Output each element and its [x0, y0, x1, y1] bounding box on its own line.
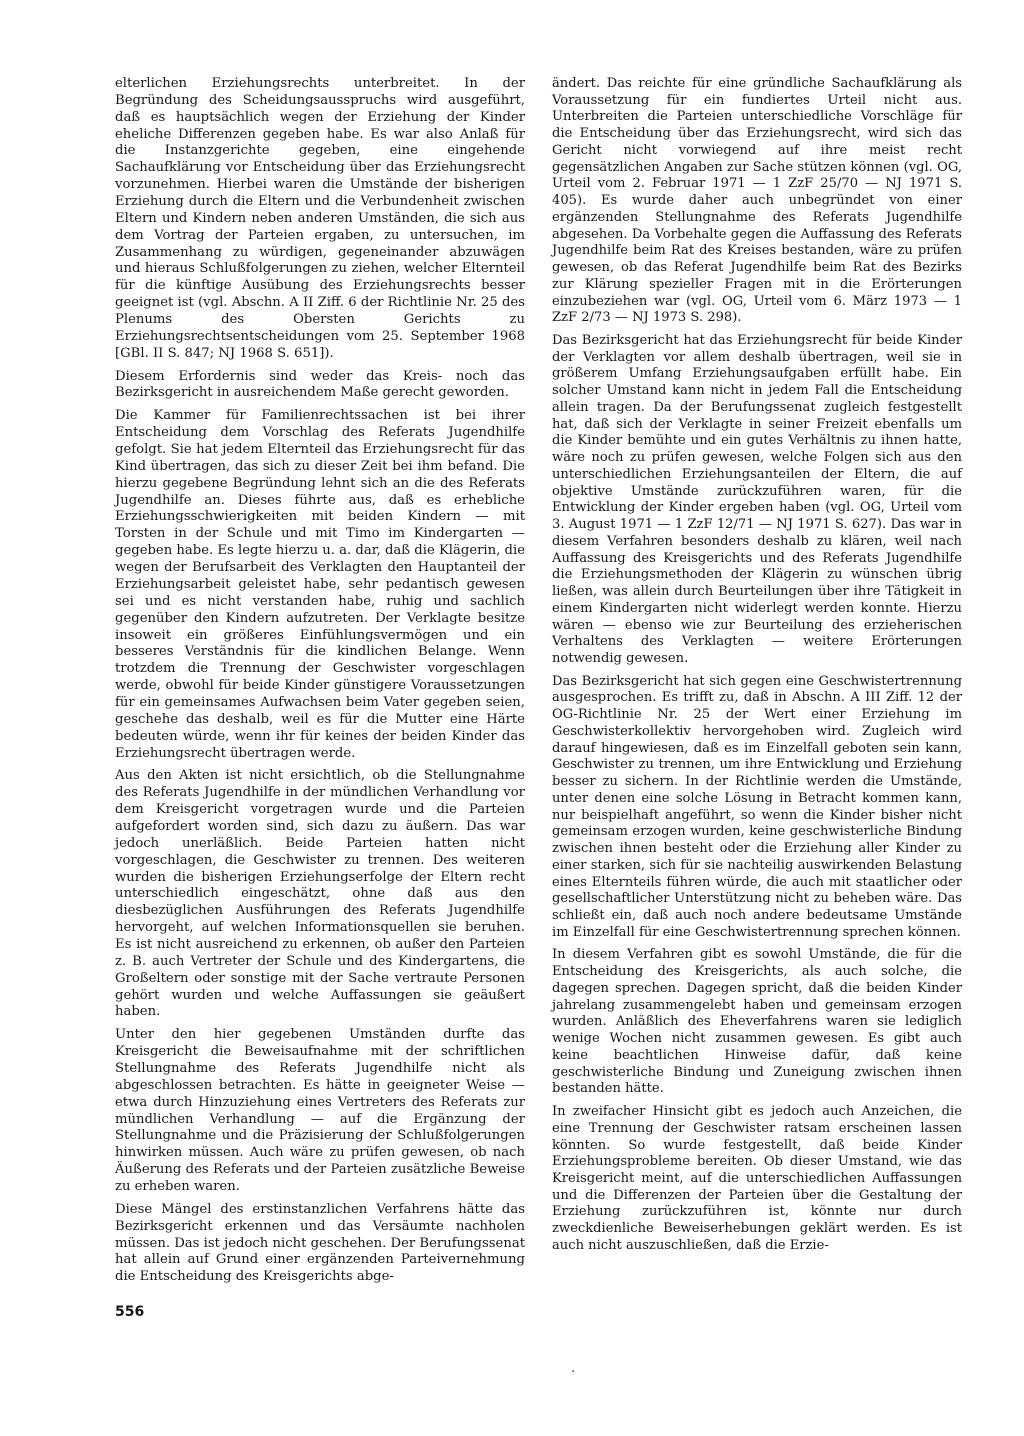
- paragraph: Unter den hier gegebenen Umständen durfte das Kreisgericht die Beweisaufnahme mit der schriftlichen Stellungnahme des Referats Jugendhilfe nicht als abgeschlossen betrachten. Es hätte in geeigneter Weise — etwa durch Hinzuziehung eines Vertreters des Referats zur mündlichen Verhandlung — auf die Ergänzung der Stellungnahme und die Präzisierung der Schlußfolgerungen hinwirken müssen. Auch wäre zu prüfen gewesen, ob nach Äußerung des Referats und der Parteien zusätzliche Beweise zu erheben waren.: [115, 1027, 525, 1194]
- paragraph: Diese Mängel des erstinstanzlichen Verfahrens hätte das Bezirksgericht erkennen und das Versäumte nachholen müssen. Das ist jedoch nicht geschehen. Der Berufungssenat hat allein auf Grund einer ergänzenden Parteivernehmung die Entscheidung des Kreisgerichts abge-: [115, 1201, 525, 1285]
- paragraph: In zweifacher Hinsicht gibt es jedoch auch Anzeichen, die eine Trennung der Geschwister ratsam erscheinen lassen könnten. So wurde festgestellt, daß beide Kinder Erziehungsprobleme bereiten. Ob dieser Umstand, wie das Kreisgericht meint, auf die unterschiedlichen Auffassungen und die Differenzen der Parteien über die Gestaltung der Erziehung zurückzuführen ist, könnte nur durch zweckdienliche Beweiserhebungen geklärt werden. Es ist auch nicht auszuschließen, daß die Erzie-: [552, 1104, 962, 1253]
- left-column: [115, 76, 525, 1292]
- paragraph: Die Kammer für Familienrechtssachen ist bei ihrer Entscheidung dem Vorschlag des Referats Jugendhilfe gefolgt. Sie hat jedem Elternteil das Erziehungsrecht für das Kind übertragen, das sich zu dieser Zeit bei ihm befand. Die hierzu gegebene Begründung lehnt sich an die des Referats Jugendhilfe an. Dieses führte aus, daß es erhebliche Erziehungsschwierigkeiten mit beiden Kindern — mit Torsten in der Schule und mit Timo im Kindergarten — gegeben habe. Es legte hierzu u. a. dar, daß die Klägerin, die wegen der Berufsarbeit des Verklagten den Hauptanteil der Erziehungsarbeit geleistet habe, sehr pedantisch gewesen sei und es nicht verstanden habe, ruhig und sachlich gegenüber den Kindern aufzutreten. Der Verklagte besitze insoweit ein größeres Einfühlungsvermögen und ein besseres Verständnis für die kindlichen Belange. Wenn trotzdem die Trennung der Geschwister vorgeschlagen werde, obwohl für beide Kinder günstigere Voraussetzungen für ein gemeinsames Aufwachsen beim Vater gegeben seien, geschehe das deshalb, weil es für die Mutter eine Härte bedeuten würde, wenn ihr für keines der beiden Kinder das Erziehungsrecht übertragen werde.: [115, 408, 525, 761]
- paragraph: Das Bezirksgericht hat das Erziehungsrecht für beide Kinder der Verklagten vor allem deshalb übertragen, weil sie in größerem Umfang Erziehungsaufgaben erfüllt habe. Ein solcher Umstand kann nicht in jedem Fall die Entscheidung allein tragen. Da der Berufungssenat zugleich festgestellt hat, daß sich der Verklagte in seiner Freizeit ebenfalls um die Kinder bemühte und ein gutes Verhältnis zu ihnen hatte, wäre noch zu prüfen gewesen, welche Folgen sich aus den unterschiedlichen Erziehungsanteilen der Eltern, die auf objektive Umstände zurückzuführen waren, für die Entwicklung der Kinder ergeben haben (vgl. OG, Urteil vom 3. August 1971 — 1 ZzF 12/71 — NJ 1971 S. 627). Das war in diesem Verfahren besonders deshalb zu klären, weil nach Auffassung des Kreisgerichts und des Referats Jugendhilfe die Erziehungsmethoden der Klägerin zu wünschen übrig ließen, was allein durch Beurteilungen über ihre Tätigkeit in einem Kindergarten nicht widerlegt werden konnte. Hierzu wären — ebenso wie zur Beurteilung des erzieherischen Verhaltens des Verklagten — weitere Erörterungen notwendig gewesen.: [552, 333, 962, 666]
- paragraph: Das Bezirksgericht hat sich gegen eine Geschwistertrennung ausgesprochen. Es trifft zu, daß in Abschn. A III Ziff. 12 der OG-Richtlinie Nr. 25 der Wert einer Erziehung im Geschwisterkollektiv hervorgehoben wird. Zugleich wird darauf hingewiesen, daß es im Einzelfall geboten sein kann, Geschwister zu trennen, um ihre Entwicklung und Erziehung besser zu sichern. In der Richtlinie werden die Umstände, unter denen eine solche Lösung in Betracht kommen kann, nur beispielhaft angeführt, so wenn die Kinder bisher nicht gemeinsam erzogen wurden, keine geschwisterliche Bindung zwischen ihnen besteht oder die Erziehung aller Kinder zu einer starken, sich für sie nachteilig auswirkenden Belastung eines Elternteils führen würde, die auch mit staatlicher oder gesellschaftlicher Unterstützung nicht zu beheben wäre. Das schließt ein, daß auch noch andere bedeutsame Umstände im Einzelfall für eine Geschwistertrennung sprechen können.: [552, 673, 962, 940]
- paragraph: elterlichen Erziehungsrechts unterbreitet. In der Begründung des Scheidungsausspruchs wird ausgeführt, daß es hauptsächlich wegen der Erziehung der Kinder eheliche Differenzen gegeben habe. Es war also Anlaß für die Instanzgerichte gegeben, eine eingehende Sachaufklärung vor Entscheidung über das Erziehungsrecht vorzunehmen. Hierbei waren die Umstände der bisherigen Erziehung durch die Eltern und die Verbundenheit zwischen Eltern und Kindern neben anderen Umständen, die sich aus dem Vortrag der Parteien ergaben, zu untersuchen, im Zusammenhang zu würdigen, gegeneinander abzuwägen und hieraus Schlußfolgerungen zu ziehen, welcher Elternteil für die künftige Ausübung des Erziehungsrechts besser geeignet ist (vgl. Abschn. A II Ziff. 6 der Richtlinie Nr. 25 des Plenums des Obersten Gerichts zu Erziehungsrechtsentscheidungen vom 25. September 1968 [GBl. II S. 847; NJ 1968 S. 651]).: [115, 76, 525, 361]
- print-speck: ·: [571, 1364, 576, 1380]
- paragraph: Aus den Akten ist nicht ersichtlich, ob die Stellungnahme des Referats Jugendhilfe in der mündlichen Verhandlung vor dem Kreisgericht vorgetragen wurde und die Parteien aufgefordert worden sind, sich dazu zu äußern. Das war jedoch unerläßlich. Beide Parteien hatten nicht vorgeschlagen, die Geschwister zu trennen. Des weiteren wurden die bisherigen Erziehungserfolge der Eltern recht unterschiedlich eingeschätzt, ohne daß aus den diesbezüglichen Ausführungen des Referats Jugendhilfe hervorgeht, auf welchen Informationsquellen sie beruhen. Es ist nicht ausreichend zu erkennen, ob außer den Parteien z. B. auch Vertreter der Schule und des Kindergartens, die Großeltern oder sonstige mit der Sache vertraute Personen gehört wurden und welche Auffassungen sie geäußert haben.: [115, 768, 525, 1020]
- paragraph: ändert. Das reichte für eine gründliche Sachaufklärung als Voraussetzung für ein fundiertes Urteil nicht aus. Unterbreiten die Parteien unterschiedliche Vorschläge für die Entscheidung über das Erziehungsrecht, wird sich das Gericht nicht vorwiegend auf ihre meist recht gegensätzlichen Angaben zur Sache stützen können (vgl. OG, Urteil vom 2. Februar 1971 — 1 ZzF 25/70 — NJ 1971 S. 405). Es wurde daher auch unbegründet von einer ergänzenden Stellungnahme des Referats Jugendhilfe abgesehen. Da Vorbehalte gegen die Auffassung des Referats Jugendhilfe beim Rat des Kreises bestanden, wäre zu prüfen gewesen, ob das Referat Jugendhilfe beim Rat des Bezirks zur Klärung spezieller Fragen mit in die Erörterungen einzubeziehen war (vgl. OG, Urteil vom 6. März 1973 — 1 ZzF 2/73 — NJ 1973 S. 298).: [552, 76, 962, 326]
- paragraph: In diesem Verfahren gibt es sowohl Umstände, die für die Entscheidung des Kreisgerichts, als auch solche, die dagegen sprechen. Dagegen spricht, daß die beiden Kinder jahrelang zusammengelebt haben und gemeinsam erzogen wurden. Anläßlich des Eheverfahrens waren sie lediglich wenige Wochen nicht zusammen gewesen. Es gibt auch keine beachtlichen Hinweise dafür, daß keine geschwisterliche Bindung und Zuneigung zwischen ihnen bestanden hätte.: [552, 947, 962, 1097]
- right-column: [552, 76, 962, 1261]
- paragraph: Diesem Erfordernis sind weder das Kreis- noch das Bezirksgericht in ausreichendem Maße gerecht geworden.: [115, 368, 525, 401]
- page-number: 556: [115, 1304, 145, 1320]
